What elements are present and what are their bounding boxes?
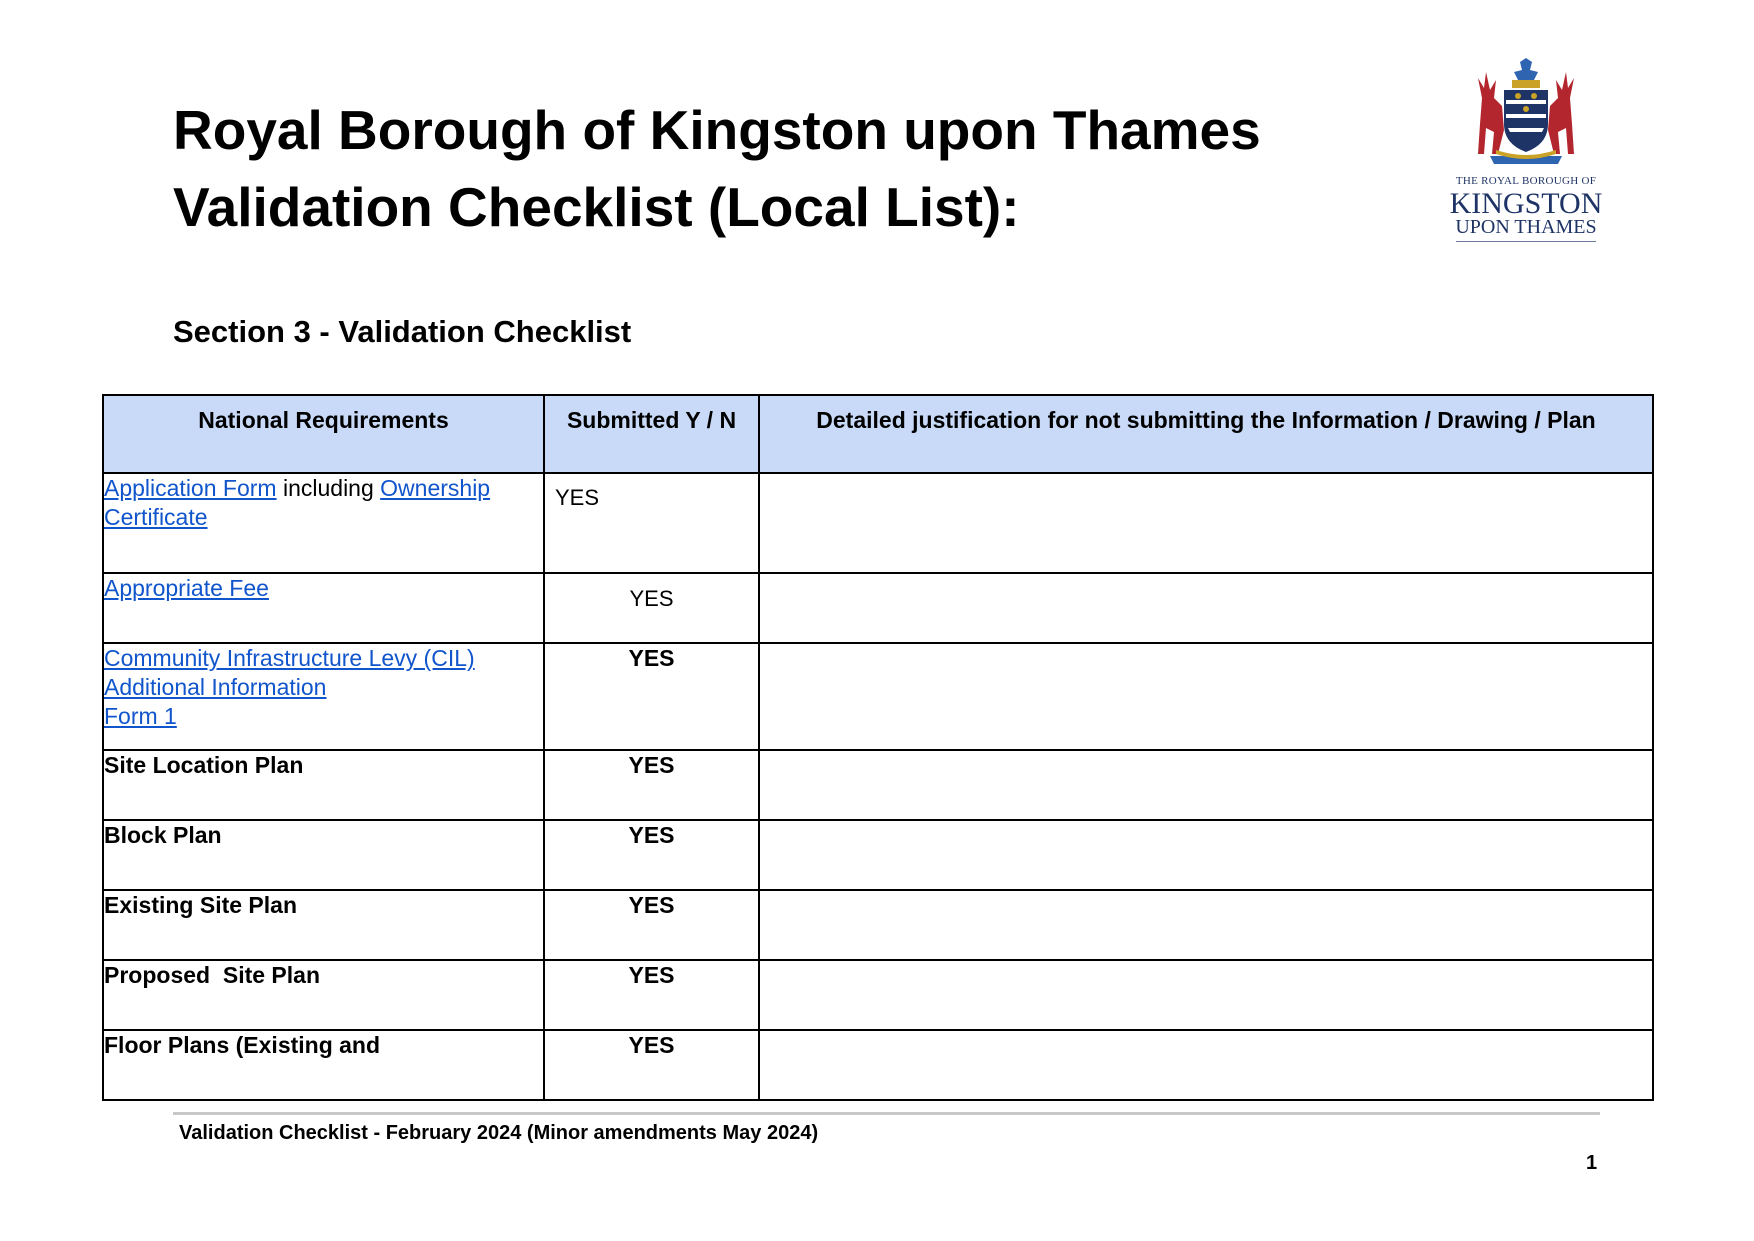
submitted-cell: YES	[544, 750, 759, 820]
submitted-cell: YES	[544, 820, 759, 890]
table-row	[103, 643, 1653, 750]
title-line-1: Royal Borough of Kingston upon Thames	[173, 99, 1261, 161]
page-number: 1	[1586, 1152, 1598, 1174]
submitted-cell: YES	[544, 573, 759, 643]
requirement-cell	[103, 643, 544, 750]
justification-cell[interactable]	[759, 573, 1653, 643]
certificate-link[interactable]: Certificate	[104, 504, 208, 530]
justification-cell[interactable]	[759, 890, 1653, 960]
submitted-cell: YES	[544, 960, 759, 1030]
requirement-text: including	[276, 475, 381, 501]
header-submitted: Submitted Y / N	[544, 395, 759, 473]
header-national-requirements: National Requirements	[103, 395, 544, 473]
requirement-cell	[103, 573, 544, 643]
submitted-cell: YES	[544, 890, 759, 960]
coat-of-arms-icon	[1468, 58, 1584, 168]
submitted-cell: YES	[544, 643, 759, 750]
requirement-cell: Site Location Plan	[103, 750, 544, 820]
logo-line-1: THE ROYAL BOROUGH OF	[1455, 175, 1597, 187]
appropriate-fee-link[interactable]: Appropriate Fee	[104, 575, 269, 601]
page-title	[173, 92, 1261, 246]
validation-checklist-table	[102, 394, 1654, 1101]
table-row	[103, 750, 1653, 820]
footer-divider	[173, 1112, 1600, 1115]
requirement-cell	[103, 473, 544, 573]
application-form-link[interactable]: Application Form	[104, 475, 277, 501]
justification-cell[interactable]	[759, 820, 1653, 890]
form-1-link[interactable]: Form 1	[104, 703, 177, 729]
logo-line-3: UPON THAMES	[1455, 216, 1597, 238]
table-row	[103, 960, 1653, 1030]
logo-line-2: KINGSTON	[1449, 187, 1603, 220]
requirement-cell: Proposed Site Plan	[103, 960, 544, 1030]
borough-logo	[1446, 58, 1606, 248]
submitted-cell: YES	[544, 1030, 759, 1100]
table-row	[103, 1030, 1653, 1100]
justification-cell[interactable]	[759, 750, 1653, 820]
table-row	[103, 473, 1653, 573]
requirement-cell: Block Plan	[103, 820, 544, 890]
table-header-row	[103, 395, 1653, 473]
header-justification: Detailed justification for not submitting the Information / Drawing / Plan	[759, 395, 1653, 473]
table-row	[103, 820, 1653, 890]
title-line-2: Validation Checklist (Local List):	[173, 176, 1020, 238]
footer-text: Validation Checklist - February 2024 (Minor amendments May 2024)	[179, 1122, 819, 1144]
cil-link[interactable]: Community Infrastructure Levy (CIL)	[104, 645, 475, 671]
table-row	[103, 573, 1653, 643]
section-title: Section 3 - Validation Checklist	[173, 314, 632, 349]
requirement-cell: Floor Plans (Existing and	[103, 1030, 544, 1100]
ownership-link[interactable]: Ownership	[380, 475, 491, 501]
justification-cell[interactable]	[759, 1030, 1653, 1100]
submitted-cell: YES	[544, 473, 759, 573]
additional-information-link[interactable]: Additional Information	[104, 674, 327, 700]
requirement-cell: Existing Site Plan	[103, 890, 544, 960]
table-row	[103, 890, 1653, 960]
justification-cell[interactable]	[759, 473, 1653, 573]
logo-underline	[1456, 241, 1596, 242]
justification-cell[interactable]	[759, 960, 1653, 1030]
justification-cell[interactable]	[759, 643, 1653, 750]
